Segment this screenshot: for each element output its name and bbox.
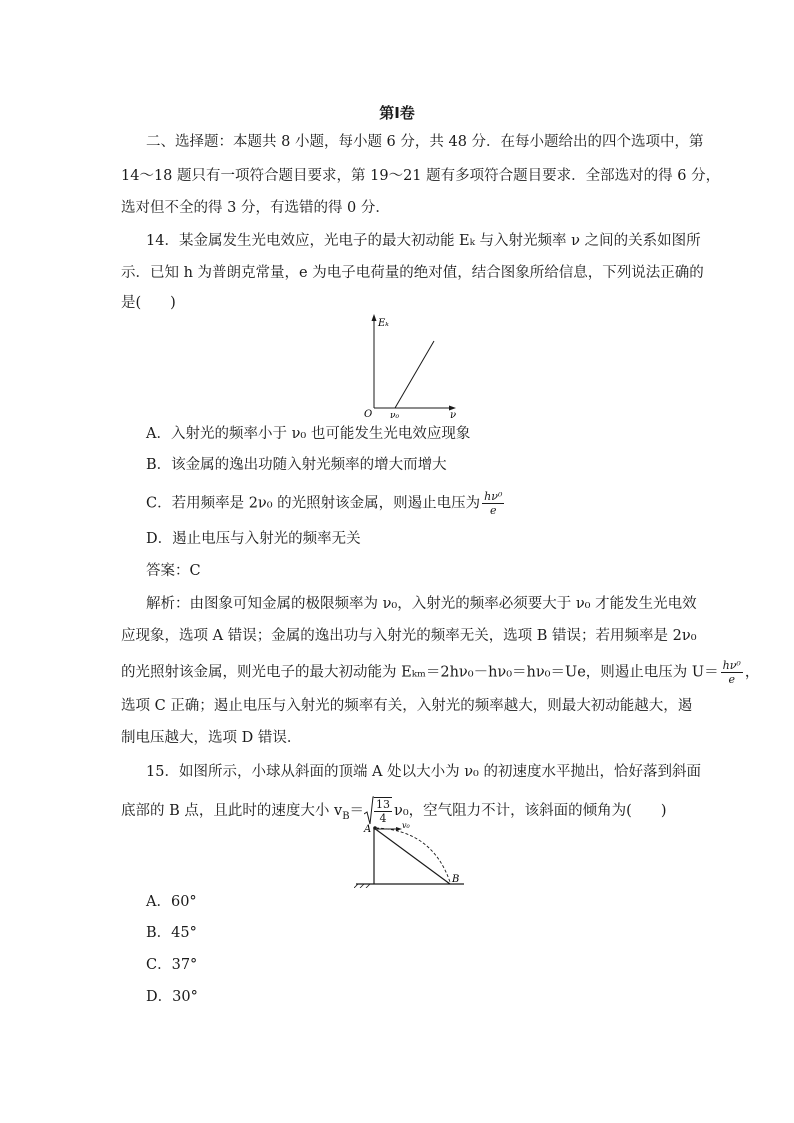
trajectory-curve [376,828,450,882]
q14-graph [362,310,462,420]
ball [373,826,377,830]
q14-option-c-fraction [482,490,504,517]
fraction-denominator: e [490,504,497,517]
graph-y-label: Eₖ [378,318,389,329]
q15-option-a: A．60° [146,894,197,910]
graph-x-label: ν [450,410,457,420]
q14-explanation-line-3 [121,659,759,686]
instructions-line-3: 选对但不全的得 3 分，有选错的得 0 分． [121,200,390,216]
q14-option-a: A．入射光的频率小于 ν₀ 也可能发生光电效应现象 [146,426,471,442]
label-v0: v₀ [402,821,410,830]
q15-option-c: C．37° [146,957,198,973]
q14-explanation-fraction [721,659,743,686]
q15-option-b: B．45° [146,925,197,941]
fraction-numerator: hν⁰ [722,659,741,672]
graph-origin-label: O [364,409,373,420]
graph-y-arrow [372,314,377,321]
q15-stem-line-2-suffix: ν₀，空气阻力不计，该斜面的倾角为( ) [394,803,667,819]
sqrt-numerator: 13 [376,798,391,811]
q14-explanation-line-1: 解析：由图象可知金属的极限频率为 ν₀，入射光的频率必须要大于 ν₀ 才能发生光电效 [146,596,697,612]
q14-explanation-line-5: 制电压越大，选项 D 错误． [121,730,302,746]
velocity-subscript: B [342,810,350,822]
q15-option-d: D．30° [146,989,198,1005]
q14-option-c-text: C．若用频率是 2ν₀ 的光照射该金属，则遏止电压为 [146,495,481,512]
q15-stem-line-1: 15．如图所示，小球从斜面的顶端 A 处以大小为 ν₀ 的初速度水平抛出，恰好落到斜面 [146,764,701,780]
q14-stem-line-2: 示．已知 h 为普朗克常量，e 为电子电荷量的绝对值，结合图象所给信息，下列说法正确的 [121,265,704,281]
instructions-line-2: 14～18 题只有一项符合题目要求，第 19～21 题有多项符合题目要求．全部选对的得 6 分， [121,168,721,184]
q14-stem-line-1: 14．某金属发生光电效应，光电子的最大初动能 Eₖ 与入射光频率 ν 之间的关系如图所 [146,233,701,249]
graph-ek-line [395,341,434,408]
label-a: A [364,824,372,835]
label-b: B [452,874,460,885]
equals-sign: ＝ [349,803,365,819]
sqrt-denominator: 4 [379,812,387,825]
q14-option-d: D．遏止电压与入射光的频率无关 [146,531,361,547]
fraction-numerator: hν⁰ [484,490,503,503]
q14-explanation-line-4: 选项 C 正确；遏止电压与入射光的频率有关，入射光的频率越大，则最大初动能越大，遏 [121,698,693,714]
instructions-line-1: 二、选择题：本题共 8 小题，每小题 6 分，共 48 分．在每小题给出的四个选项中，第 [146,134,704,150]
graph-intercept-label: ν₀ [390,411,400,420]
q14-answer: 答案：C [146,563,201,579]
fraction-denominator: e [728,673,735,686]
q14-explanation-line-3-text: 的光照射该金属，则光电子的最大初动能为 Eₖₘ＝2hν₀－hν₀＝hν₀＝Ue，则遏止电压为 U＝ [121,664,719,681]
q14-option-b: B．该金属的逸出功随入射光频率的增大而增大 [146,457,447,473]
section-title: 第Ⅰ卷 [379,104,415,122]
q14-option-c [146,490,506,517]
q14-explanation-line-3-suffix: ， [744,664,760,681]
q15-incline-figure [354,818,474,888]
q15-stem-line-2-text: 底部的 B 点，且此时的速度大小 v [121,803,343,819]
q14-stem-line-3: 是( ) [121,295,176,311]
q14-explanation-line-2: 应现象，选项 A 错误；金属的逸出功与入射光的频率无关，选项 B 错误；若用频率是 2ν₀ [121,628,697,644]
